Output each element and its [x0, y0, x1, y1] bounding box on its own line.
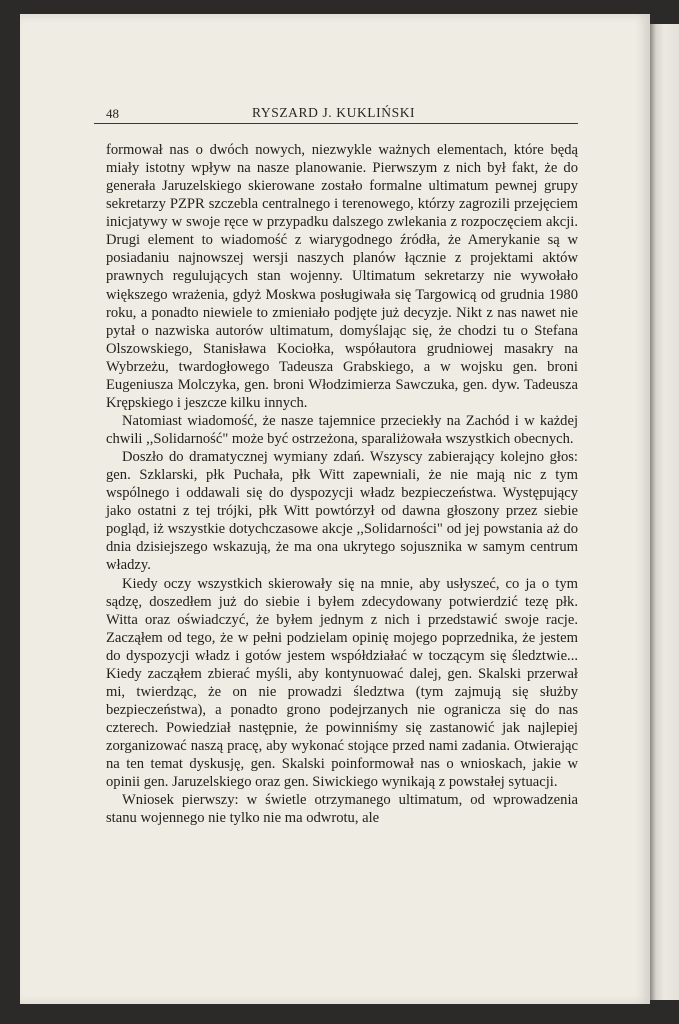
page-number: 48 — [106, 106, 119, 121]
paragraph: formował nas o dwóch nowych, niezwykle ważnych elementach, które będą miały istotny wpływ na nasze planowanie. Pierwszym z nich był fakt, że do generała Jaruzelskiego skierowane zostało formalne ultimatum pewnej grupy sekretarzy PZPR szczebla centralnego i terenowego, którzy zagrozili przejęciem inicjatywy w swoje ręce w przypadku dalszego zwlekania z rozpoczęciem akcji. Drugi element to wiadomość z wiarygodnego źródła, że Amerykanie są w posiadaniu najnowszej wersji naszych planów łącznie z projektami aktów prawnych regulujących stan wojenny. Ultimatum sekretarzy nie wywołało większego wrażenia, gdyż Moskwa posługiwała się Targowicą od grudnia 1980 roku, a ponadto niewiele to zmieniało podjęte już decyzje. Nikt z nas nawet nie pytał o nazwiska autorów ultimatum, domyślając się, że chodzi tu o Stefana Olszowskiego, Stanisława Kociołka, współautora grudniowej masakry na Wybrzeżu, twardogłowego Tadeusza Grabskiego, a w wojsku gen. broni Eugeniusza Molczyka, gen. broni Włodzimierza Sawczuka, gen. dyw. Tadeusza Krępskiego i jeszcze kilku innych. — [106, 142, 578, 411]
running-title: RYSZARD J. KUKLIŃSKI — [252, 105, 416, 120]
paragraph: Kiedy oczy wszystkich skierowały się na mnie, aby usłyszeć, co ja o tym sądzę, doszedłem już do siebie i byłem zdecydowany potwierdzić tezę płk. Witta oraz oświadczyć, że byłem jednym z nich i przedstawić swoje racje. Zacząłem od tego, że w pełni podzielam opinię mojego poprzednika, że jestem do dyspozycji władz i gotów jestem współdziałać w toczącym się śledztwie... Kiedy zacząłem zbierać myśli, aby kontynuować dalej, gen. Skalski przerwał mi, twierdząc, że on nie prowadzi śledztwa (tym zajmują się służby bezpieczeństwa), a ponadto grono podejrzanych nie ogranicza się do nas czterech. Powiedział następnie, że powinniśmy się zastanowić jak najlepiej zorganizować naszą pracę, aby wykonać stojące przed nami zadania. Otwierając na ten temat dyskusję, gen. Skalski poinformował nas o wnioskach, jakie w opinii gen. Jaruzelskiego oraz gen. Siwickiego wynikają z powstałej sytuacji. — [106, 575, 578, 791]
adjacent-page-edge — [650, 24, 679, 1000]
paragraph: Wniosek pierwszy: w świetle otrzymanego ultimatum, od wprowadzenia stanu wojennego nie tylko nie ma odwrotu, ale — [106, 792, 578, 827]
scan-background — [20, 1004, 679, 1024]
body-text — [106, 141, 578, 827]
header-rule — [94, 123, 578, 124]
running-header — [94, 104, 578, 124]
paragraph: Natomiast wiadomość, że nasze tajemnice przeciekły na Zachód i w każdej chwili ,,Solidarność" może być ostrzeżona, sparaliżowała wszystkich obecnych. — [106, 412, 578, 447]
paragraph: Doszło do dramatycznej wymiany zdań. Wszyscy zabierający kolejno głos: gen. Szklarski, płk Puchała, płk Witt zapewniali, że nie mają nic z tym wspólnego i oddawali się do dyspozycji władz bezpieczeństwa. Występujący jako ostatni z tej trójki, płk Witt powtórzył od dawna głoszony przez siebie pogląd, iż wszystkie dotychczasowe akcje ,,Solidarności" od jej powstania aż do dnia dzisiejszego wskazują, że ma ona ukrytego sojusznika w samym centrum władzy. — [106, 449, 578, 574]
